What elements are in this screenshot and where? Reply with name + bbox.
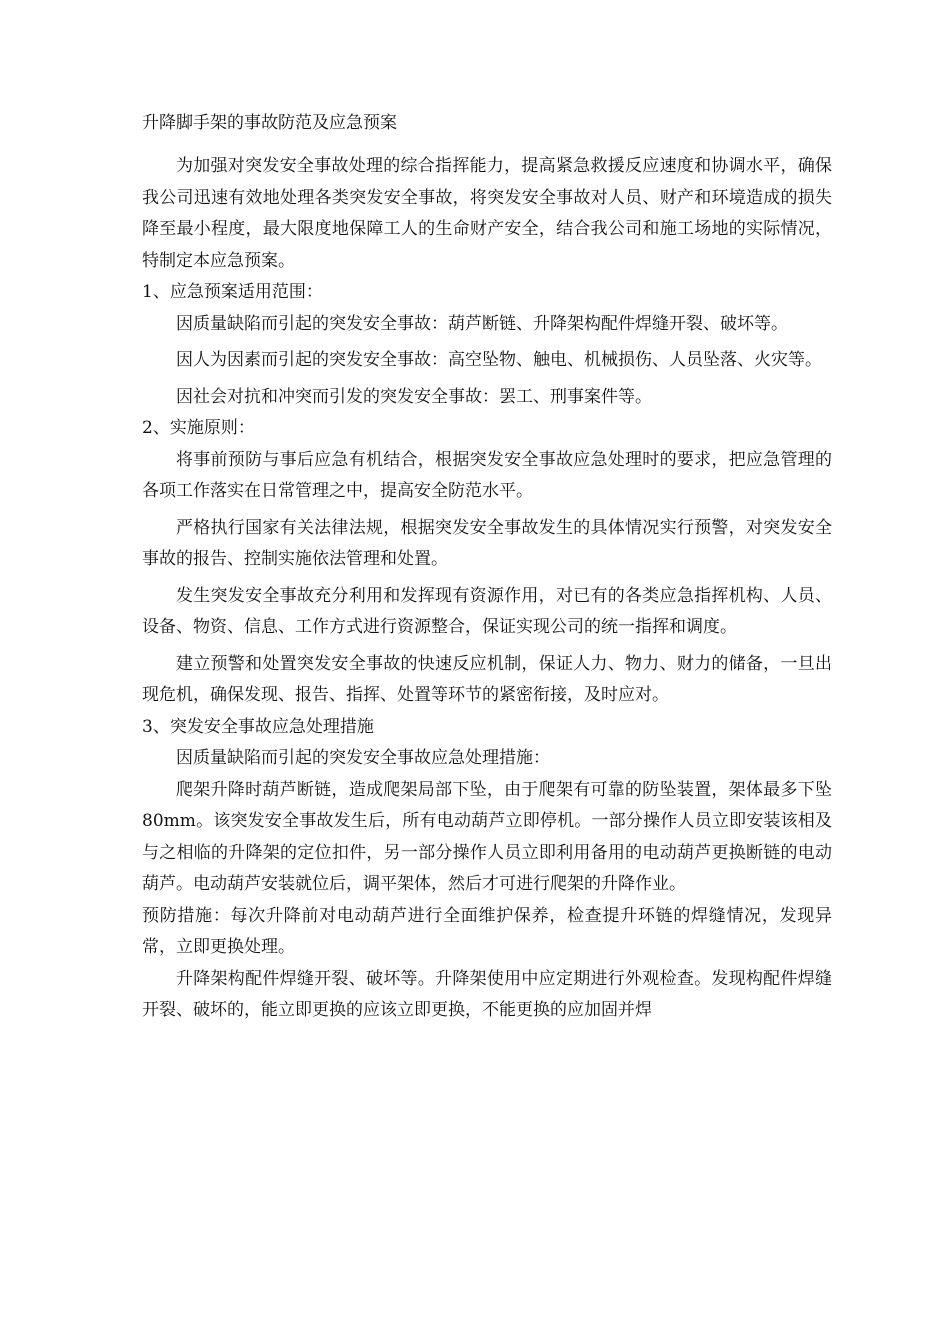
measures-chain-break: 爬架升降时葫芦断链，造成爬架局部下坠，由于爬架有可靠的防坠装置，架体最多下坠80mm。该突发安全事故发生后，所有电动葫芦立即停机。一部分操作人员立即安装该相及与之相临的升降架的定位扣件，另一部分操作人员立即利用备用的电动葫芦更换断链的电动葫芦。电动葫芦安装就位后，调平架体，然后才可进行爬架的升降作业。: [142, 779, 832, 894]
prevention-measures: 预防措施：每次升降前对电动葫芦进行全面维护保养，检查提升环链的焊缝情况，发现异常，立即更换处理。: [142, 905, 832, 957]
section-heading-principles: 2、实施原则：: [142, 418, 255, 438]
principle-rapid-response: 建立预警和处置突发安全事故的快速反应机制，保证人力、物力、财力的储备，一旦出现危机，确保发现、报告、指挥、处置等环节的紧密衔接，及时应对。: [142, 653, 832, 705]
section-heading-scope: 1、应急预案适用范围：: [142, 282, 323, 302]
document-page: [142, 108, 832, 1027]
scope-social-conflict: 因社会对抗和冲突而引发的突发安全事故：罢工、刑事案件等。: [176, 386, 652, 407]
measures-quality-heading: 因质量缺陷而引起的突发安全事故应急处理措施：: [176, 748, 550, 768]
principle-resources: 发生突发安全事故充分利用和发挥现有资源作用，对已有的各类应急指挥机构、人员、设备、物资、信息、工作方式进行资源整合，保证实现公司的统一指挥和调度。: [142, 585, 832, 637]
intro-paragraph: 为加强对突发安全事故处理的综合指挥能力，提高紧急救援反应速度和协调水平，确保我公司迅速有效地处理各类突发安全事故，将突发安全事故对人员、财产和环境造成的损失降至最小程度，最大限度地保障工人的生命财产安全，结合我公司和施工场地的实际情况，特制定本应急预案。: [142, 156, 832, 271]
document-title: 升降脚手架的事故防范及应急预案: [142, 113, 397, 133]
principle-legal: 严格执行国家有关法律法规，根据突发安全事故发生的具体情况实行预警，对突发安全事故的报告、控制实施依法管理和处置。: [142, 517, 832, 569]
measures-weld-crack: 升降架构配件焊缝开裂、破坏等。升降架使用中应定期进行外观检查。发现构配件焊缝开裂、破坏的，能立即更换的应该立即更换，不能更换的应加固并焊: [142, 968, 832, 1020]
section-heading-measures: 3、突发安全事故应急处理措施: [142, 716, 374, 737]
scope-human-factors: 因人为因素而引起的突发安全事故：高空坠物、触电、机械损伤、人员坠落、火灾等。: [176, 350, 822, 370]
scope-quality-defects: 因质量缺陷而引起的突发安全事故：葫芦断链、升降架构配件焊缝开裂、破坏等。: [176, 313, 788, 334]
principle-prevention: 将事前预防与事后应急有机结合，根据突发安全事故应急处理时的要求，把应急管理的各项工作落实在日常管理之中，提高安全防范水平。: [142, 449, 832, 501]
